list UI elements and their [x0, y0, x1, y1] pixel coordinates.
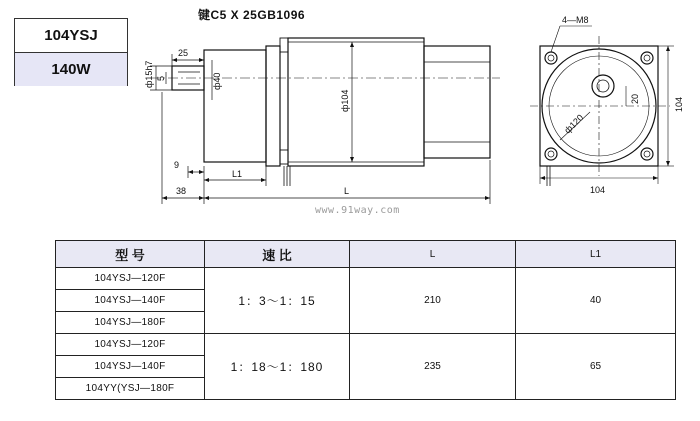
dim-20: 20 — [630, 93, 640, 104]
model-cell: 104YSJ—140F — [56, 356, 205, 378]
dim-104-width: 104 — [590, 185, 606, 195]
L1-cell: 40 — [516, 268, 676, 334]
ratio-cell: 1：18～1：180 — [205, 334, 350, 400]
table-header-row — [56, 241, 676, 268]
table-row — [56, 268, 676, 290]
model-cell: 104YY(YSJ—180F — [56, 378, 205, 400]
header-ratio: 速 比 — [205, 241, 350, 268]
ratio-cell: 1：3～1：15 — [205, 268, 350, 334]
dim-38: 38 — [176, 186, 187, 196]
header-L1: L1 — [516, 241, 676, 268]
dim-9: 9 — [174, 160, 180, 170]
dim-104-dia: ф104 — [340, 89, 350, 112]
dim-120: ф120 — [562, 112, 586, 136]
dim-L: L — [344, 186, 350, 196]
L-cell: 210 — [350, 268, 516, 334]
shaft-end — [592, 75, 614, 97]
key-title: 键C5 X 25GB1096 — [198, 8, 306, 22]
model-cell: 104YSJ—120F — [56, 334, 205, 356]
power-label: 140W — [15, 53, 127, 86]
model-label: 104YSJ — [15, 19, 127, 53]
motor-rear-cap — [424, 46, 490, 158]
watermark: www.91way.com — [315, 205, 400, 216]
model-cell: 104YSJ—180F — [56, 312, 205, 334]
model-cell: 104YSJ—140F — [56, 290, 205, 312]
dim-15h7: ф15h7 — [144, 60, 154, 88]
motor-body — [288, 38, 424, 166]
dim-4-m8: 4—M8 — [562, 15, 589, 25]
dim-L1: L1 — [232, 169, 243, 179]
L-cell: 235 — [350, 334, 516, 400]
dim-5: 5 — [156, 75, 166, 81]
header-model: 型 号 — [56, 241, 205, 268]
model-cell: 104YSJ—120F — [56, 268, 205, 290]
dim-25: 25 — [178, 48, 189, 58]
header-L: L — [350, 241, 516, 268]
gearbox-flange — [204, 50, 266, 162]
dim-104-height: 104 — [674, 96, 684, 112]
L1-cell: 65 — [516, 334, 676, 400]
spec-table — [55, 240, 676, 400]
table-row — [56, 334, 676, 356]
dim-40: ф40 — [212, 72, 222, 90]
